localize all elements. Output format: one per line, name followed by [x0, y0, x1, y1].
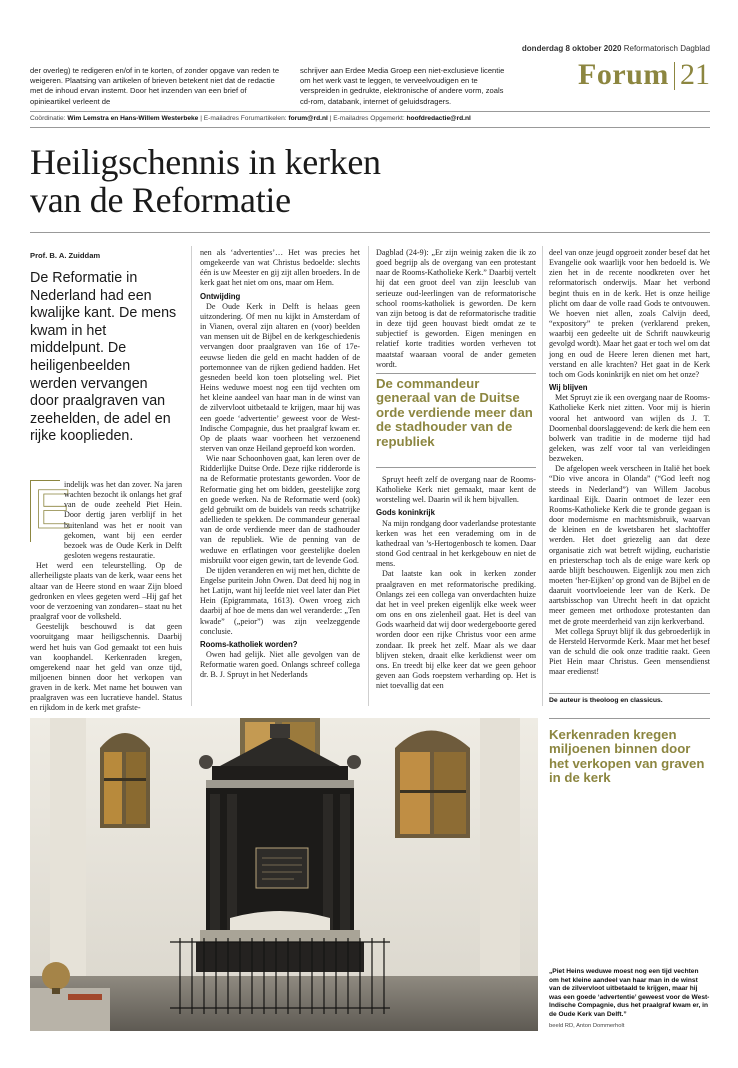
divider [376, 373, 536, 374]
paragraph: De afgelopen week verscheen in Italië het boek “Dio vive ancora in Olanda” (“God leeft nog steeds in Nederland”) van Willem Jacobus kardinaal Eijk. Daarin ontmoet de lezer een Rooms-Katholieke Kerk die te grondе gegaan is door modernisme en machtsmisbruik, waarvan de kleinen en de kwetsbaren het slachtoffer werden. Het doet griezelig aan dat deze organisatie zich wat betreft wijding, eucharistie en priesterschap toch als de enige ware kerk op aarde blijft beschouwen. Eigenlijk zou men zich moeten ‘her-Eijken’ op grond van de Bijbel en de daaruit voortvloeiende leer van de Kerk. De aartsbisschop van Utrecht heeft in dat opzicht meer gemeen met orthodoxe protestanten dan met de grote meerderheid van zijn kerkverband. [549, 464, 710, 626]
submission-note-right: schrijver aan Erdee Media Groep een niet-exclusieve licentie om het werk vast te leggen, te verveelvoudigen en te verspreiden in gedrukte, elektronische of andere vorm, zoals cd-rom, databank, internet of geluidsdragers. [300, 66, 505, 106]
opgemerkt-email-label: | E-mailadres Opgemerkt: [329, 115, 405, 122]
paragraph: Geestelijk beschouwd is dat geen vooruitgang maar heiligschennis. Daarbij werd het huis van God gemaakt tot een huis van koophandel. Kerkenraden kregen, omgerekend naar het geld van onze tijd, miljoenen binnen door het verkopen van graven in de kerk. Met name het bouwen van praalgraven was een lucratieve handel. Status en rijkdom in de kerk met grafste- [30, 622, 182, 713]
author-bio: De auteur is theoloog en classicus. [549, 697, 663, 704]
column-3-top [376, 248, 536, 370]
column-divider [191, 246, 192, 706]
column-3-body [376, 475, 536, 707]
coordination-names: Wim Lemstra en Hans-Willem Westerbeke [67, 115, 199, 122]
issue-date: donderdag 8 oktober 2020 [521, 44, 622, 53]
photo-credit: beeld RD, Anton Dommerholt [549, 1023, 625, 1029]
subheading-wij-blijven: Wij blijven [549, 383, 588, 393]
pull-quote-2: Kerkenraden kregen miljoenen binnen door het verkopen van graven in de kerk [549, 727, 705, 786]
pull-quote-1: De commandeur generaal van de Duitse orde verdiende meer dan de stadhouder van de republiek [376, 376, 533, 449]
headline-line-1: Heiligschennis in kerken [30, 142, 381, 182]
subheading-rooms-katholiek: Rooms-katholiek worden? [200, 639, 298, 649]
paragraph: Wie naar Schoonhoven gaat, kan leren over de Ridderlijke Duitse Orde. Deze rijke ridderorde is na de Reformatie protestants geworden. Voor de Reformatie ging het om bidden, geestelijke zorg en goede werken. Na de Reformatie werd (ook) geld gebruikt om de buidels van reeds schatrijke adellieden te spekken. De commandeur generaal van de orde verdiende meer dan de stadhouder van de republiek. Wie de penning van de weduwe en erflatingen voor geestelijke doelen misbruikt voor eigen gewin, tart de levende God. [200, 454, 360, 565]
paragraph: Na mijn rondgang door vaderlandse protestante kerken was het een verademing om in de kathedraal van ’s-Hertogenbosch te komen. Daar stond God centraal in het kerkgebouw en niet de mens. [376, 518, 536, 569]
paragraph: De Oude Kerk in Delft is helaas geen uitzondering. Of men nu kijkt in Amsterdam of in Vianen, overal zijn altaren en (voor) beelden van mensen uit de Bijbel en de kerkgeschiedenis vervangen door praalgraven van 16e of 17e-eeuwse lieden die geld en macht hadden of de portemonnee van de rijken gediend hadden. Het gesneden beeld kon toen plotseling wel. Piet Heins weduwe moest nog een tijd vechten om het kleine aandeel van haar man in de winst van de zilvervloot uitbetaald te krijgen, maar hij was een goede ‘advertentie’ geweest voor de West-Indische Compagnie, dus het praalgraf kwam er. Op de plaats waar voorheen het verzoenend sterven van onze Heiland geproefd kon worden. [200, 301, 360, 453]
page-number: 21 [680, 58, 710, 91]
subheading-gods-koninkrijk: Gods koninkrijk [376, 508, 435, 518]
stained-glass-window-right [395, 731, 470, 839]
paragraph: indelijk was het dan zover. Na jaren wachten bezocht ik onlangs het graf van de oude zeeheld Piet Hein. Door dertig jaren verblijf in het buitenland was het er nooit van gekomen, want bij een eerder bezoek was de Oude Kerk in Delft gesloten wegens restauratie. [64, 480, 182, 561]
section-name: Forum [578, 58, 669, 91]
column-2-body [200, 248, 360, 706]
paper-name: Reformatorisch Dagblad [623, 44, 710, 53]
paragraph: deel van onze jeugd opgroeit zonder besef dat het Evangelie ook waarlijk voor hen bedoeld is. We zien het in de recente noodkreten over het reformatorisch onderwijs. Maar het verbond begint thuis en in de kerk. Het is onze heilige plicht om daar de volle raad Gods te ontvouwen. We hoeven niet allen, zoals Calvijn deed, “expository” te preken (verklarend preken, waarbij een gedeelte uit de Schrift nauwkeurig gevolgd wordt). Maar het gaat er toch wel om dat jong en oud de Heere leren dienen met hart, verstand en alle krachten? Het gaat in de Kerk toch om Gods koninkrijk en niet om het onze? [549, 248, 710, 379]
column-divider [368, 246, 369, 706]
paragraph: Dat laatste kan ook in kerken zonder praalgraven en met reformatorische prediking. Onlangs zei een collega van onverdachten huize dat het in veel preken eigenlijk elke week weer om ons en ons zielenheil gaat. Het is deel van Gods waarheid dat wij door wedergeboorte gered worden door een rijke Christus voor een arme zondaar. Ik preek het zelf. Maar als we daar blijven steken, draait elke kerkdienst weer om ons. En treedt bij elke keer dat we geen gehoor geven aan Gods roepstem verharding op. Het is niet toevallig dat een [376, 569, 536, 691]
paragraph: Spruyt heeft zelf de overgang naar de Rooms-Katholieke Kerk niet gemaakt, maar kent de worsteling wel. Daarin wil ik hem bijvallen. [376, 475, 536, 505]
column-divider [542, 246, 543, 706]
dropcap-letter: E [34, 477, 72, 540]
contact-line [30, 115, 710, 122]
article-lead: De Reformatie in Nederland had een kwalijke kant. De mens kwam in het middelpunt. De heiligenbeelden werden vervangen door praalgraven van zeehelden, de adel en rijke kooplieden. [30, 270, 177, 445]
opgemerkt-email-link[interactable]: hoofdredactie@rd.nl [406, 115, 471, 122]
paragraph: Met collega Spruyt blijf ik dus gebroederlijk in de Hersteld Hervormde Kerk. Maar met het besef van de schuld die ook onze traditie raakt. Geen Piet Hein maar Christus. Geen mensendienst maar eredienst! [549, 626, 710, 677]
article-headline [30, 143, 590, 219]
paragraph: Met Spruyt zie ik een overgang naar de Rooms-Katholieke Kerk niet zitten. Voor mij is hierin vooral het antwoord van wijlen ds J. T. Doornenbal doorslaggevend: de kerk die hem een bolwerk van traditie in de moderne tijd had geleken, was zelf voor tal van verleidingen bezweken. [549, 393, 710, 464]
paragraph: nen als ‘advertenties’… Het was precies het omgekeerde van wat Christus bedoelde: slechts één is uw Meester en gij zijt allen broeders. In de kerk gaat het niet om ons, maar om Hem. [200, 248, 360, 288]
masthead-divider [674, 62, 675, 90]
stained-glass-window-left [100, 733, 150, 828]
tomb-illustration [30, 718, 538, 1031]
divider [30, 111, 710, 112]
paragraph: Het werd een teleurstelling. Op de allerheiligste plaats van de kerk, waar eens het altaar van de Heere stond en waar Zijn bloed gedronken en vlees gegeten werd –Hij gaf het voor de verzoening van zondaren– staat nu het praalgraf voor de volksheld. [30, 561, 182, 622]
article-author: Prof. B. A. Zuiddam [30, 251, 101, 260]
forum-email-link[interactable]: forum@rd.nl [288, 115, 328, 122]
coordination-label: Coördinatie: [30, 115, 66, 122]
divider [30, 127, 710, 128]
divider [549, 693, 710, 694]
paragraph: Owen had gelijk. Niet alle gevolgen van de Reformatie waren goed. Onlangs schreef collega dr. B. J. Spruyt in het Nederlands [200, 650, 360, 680]
submission-note-left: der overleg) te redigeren en/of in te korten, of zonder opgave van reden te weigeren. Plaatsing van artikelen of brieven betekent niet dat de redactie met de inhoud ervan instemt. Door het inzenden van een brief of opinieartikel verleent de [30, 66, 280, 106]
divider [30, 232, 710, 233]
subheading-ontwijding: Ontwijding [200, 291, 241, 301]
forum-email-label: | E-mailadres Forumartikelen: [200, 115, 287, 122]
date-line [470, 44, 710, 53]
headline-line-2: van de Reformatie [30, 180, 291, 220]
paragraph: Dagblad (24-9): „Er zijn weinig zaken die ik zo goed begrijp als de overgang van een protestant naar de Rooms-Katholieke Kerk.” Daarbij vertelt hij dat een groot deel van zijn leesclub van serieuze oud-leerlingen van de reformatorische school rooms-katholiek is geworden. De kern van zijn betoog is dat de reformatorische traditie in deze tijd geen houvast biedt omdat ze te subjectief is geworden. Eigen meningen en relatief korte tradities worden verheven tot maatstaf waaraan vooral de ander gemeten wordt. [376, 248, 536, 369]
divider [376, 467, 536, 468]
divider [549, 718, 710, 719]
photo-caption: „Piet Heins weduwe moest nog een tijd vechten om het kleine aandeel van haar man in de winst van de zilvervloot uitbetaald te krijgen, maar hij was een goede ‘advertentie’ geweest voor de West-Indische Compagnie, dus het praalgraf kwam er, in de Oude Kerk van Delft.” [549, 968, 710, 1018]
column-1-body [30, 477, 182, 713]
section-masthead [578, 58, 710, 94]
paragraph: De tijden veranderen en wij met hen, dichtte de Engelse puritein John Owen. Dat deed hij nog in het Latijn, want hij leefde niet veel later dan Piet Hein (Epigrammata, 1613). Owen vroeg zich daarbij af hoe de mens dan wel veranderde: „Ten kwade” („peior”) was zijn veelzeggende conclusie. [200, 565, 360, 636]
column-4-body [549, 248, 710, 696]
photo-piet-hein-tomb [30, 718, 538, 1031]
